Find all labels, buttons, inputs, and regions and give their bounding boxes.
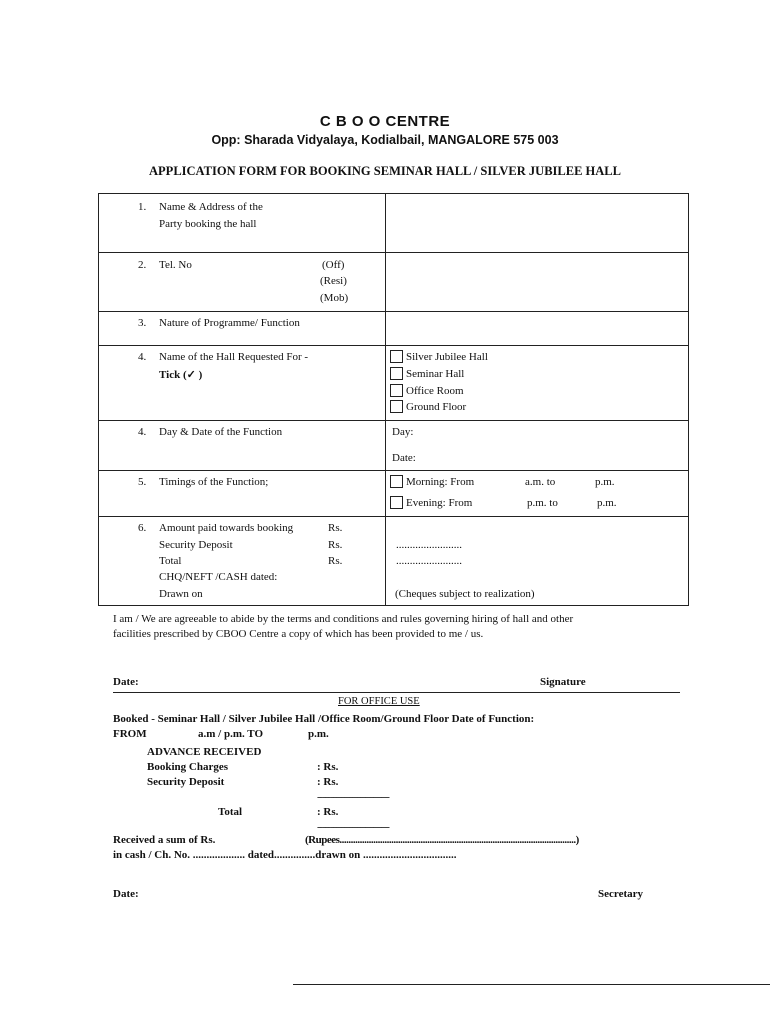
option-silver-jubilee-hall[interactable]: Silver Jubilee Hall	[390, 350, 488, 363]
office-total-label: Total	[218, 806, 243, 818]
booked-line: Booked - Seminar Hall / Silver Jubilee Hall /Office Room/Ground Floor Date of Function:	[113, 713, 535, 725]
cheques-note: (Cheques subject to realization)	[395, 588, 535, 600]
evening-pm: p.m.	[597, 497, 617, 509]
dash-line-1: ---------------------------	[317, 791, 389, 803]
tel-resi-label: (Resi)	[320, 275, 347, 287]
row6-number: 5.	[138, 476, 147, 488]
evening-pm-to: p.m. to	[527, 497, 558, 509]
checkbox[interactable]	[390, 367, 403, 380]
bottom-rule	[293, 984, 770, 985]
timings-label: Timings of the Function;	[159, 476, 269, 488]
amount-paid-label: Amount paid towards booking	[159, 522, 294, 534]
booking-charges-label: Booking Charges	[147, 761, 228, 773]
nature-of-programme-label: Nature of Programme/ Function	[159, 317, 300, 329]
row3-number: 3.	[138, 317, 147, 329]
security-deposit-label: Security Deposit	[159, 539, 233, 551]
org-address: Opp: Sharada Vidyalaya, Kodialbail, MANGALORE 575 003	[211, 133, 559, 147]
day-date-label: Day & Date of the Function	[159, 426, 283, 438]
checkbox[interactable]	[390, 384, 403, 397]
office-use-heading: FOR OFFICE USE	[338, 696, 420, 707]
office-date-label: Date:	[113, 888, 139, 900]
total-rs: Rs.	[328, 555, 343, 567]
checkbox[interactable]	[390, 400, 403, 413]
total-label: Total	[159, 555, 182, 567]
chq-neft-cash-label: CHQ/NEFT /CASH dated:	[159, 571, 278, 583]
agreement-line2: facilities prescribed by CBOO Centre a copy of which has been provided to me / us.	[113, 628, 484, 640]
date-field[interactable]: Date:	[392, 452, 416, 464]
tel-off-label: (Off)	[322, 259, 345, 271]
advance-received-label: ADVANCE RECEIVED	[147, 746, 262, 758]
row5-number: 4.	[138, 426, 147, 438]
checkbox[interactable]	[390, 475, 403, 488]
evening-option[interactable]: Evening: From	[390, 496, 472, 509]
option-office-room[interactable]: Office Room	[390, 384, 464, 397]
row1-label-line2: Party booking the hall	[159, 218, 257, 230]
received-sum-label: Received a sum of Rs.	[113, 834, 216, 846]
agreement-line1: I am / We are agreeable to abide by the terms and conditions and rules governing hiring of hall and other	[113, 613, 574, 625]
morning-pm: p.m.	[595, 476, 615, 488]
row1-number: 1.	[138, 201, 147, 213]
row1-label-line1: Name & Address of the	[159, 201, 263, 213]
dash-line-2: ---------------------------	[317, 821, 389, 833]
deposit-dots[interactable]: ........................	[396, 539, 462, 551]
tel-mob-label: (Mob)	[320, 292, 349, 304]
total-dots[interactable]: ........................	[396, 555, 462, 567]
nature-of-programme-field[interactable]	[387, 313, 687, 344]
checkbox[interactable]	[390, 350, 403, 363]
deposit-rs: Rs.	[328, 539, 343, 551]
drawn-on-label: Drawn on	[159, 588, 203, 600]
option-ground-floor[interactable]: Ground Floor	[390, 400, 466, 413]
org-name: C B O O CENTRE	[319, 113, 451, 130]
tick-instruction: Tick (✓ )	[159, 369, 203, 381]
office-security-deposit-label: Security Deposit	[147, 776, 225, 788]
morning-option[interactable]: Morning: From	[390, 475, 474, 488]
day-field[interactable]: Day:	[392, 426, 414, 438]
ampm-to-label: a.m / p.m. TO	[198, 728, 263, 740]
cash-cheque-line: in cash / Ch. No. ................... dated...............drawn on ..................................	[113, 849, 457, 861]
checkbox[interactable]	[390, 496, 403, 509]
rupees-line: (Rupees.........................................................................................................)	[305, 834, 579, 846]
from-label: FROM	[113, 728, 147, 740]
option-seminar-hall[interactable]: Seminar Hall	[390, 367, 464, 380]
pm-label: p.m.	[308, 728, 329, 740]
office-total-rs: : Rs.	[317, 806, 339, 818]
row7-number: 6.	[138, 522, 147, 534]
applicant-date-label: Date:	[113, 676, 139, 688]
booking-charges-rs: : Rs.	[317, 761, 339, 773]
secretary-label: Secretary	[598, 888, 643, 900]
row2-number: 2.	[138, 259, 147, 271]
form-title: APPLICATION FORM FOR BOOKING SEMINAR HALL / SILVER JUBILEE HALL	[149, 164, 621, 178]
party-name-address-field[interactable]	[387, 195, 687, 251]
tel-no-label: Tel. No	[159, 259, 192, 271]
morning-am-to: a.m. to	[525, 476, 556, 488]
row4-number: 4.	[138, 351, 147, 363]
signature-label: Signature	[540, 676, 586, 688]
office-security-deposit-rs: : Rs.	[317, 776, 339, 788]
hall-requested-label: Name of the Hall Requested For -	[159, 351, 309, 363]
amount-rs: Rs.	[328, 522, 343, 534]
tel-no-field[interactable]	[387, 254, 687, 310]
office-use-divider	[113, 692, 680, 693]
